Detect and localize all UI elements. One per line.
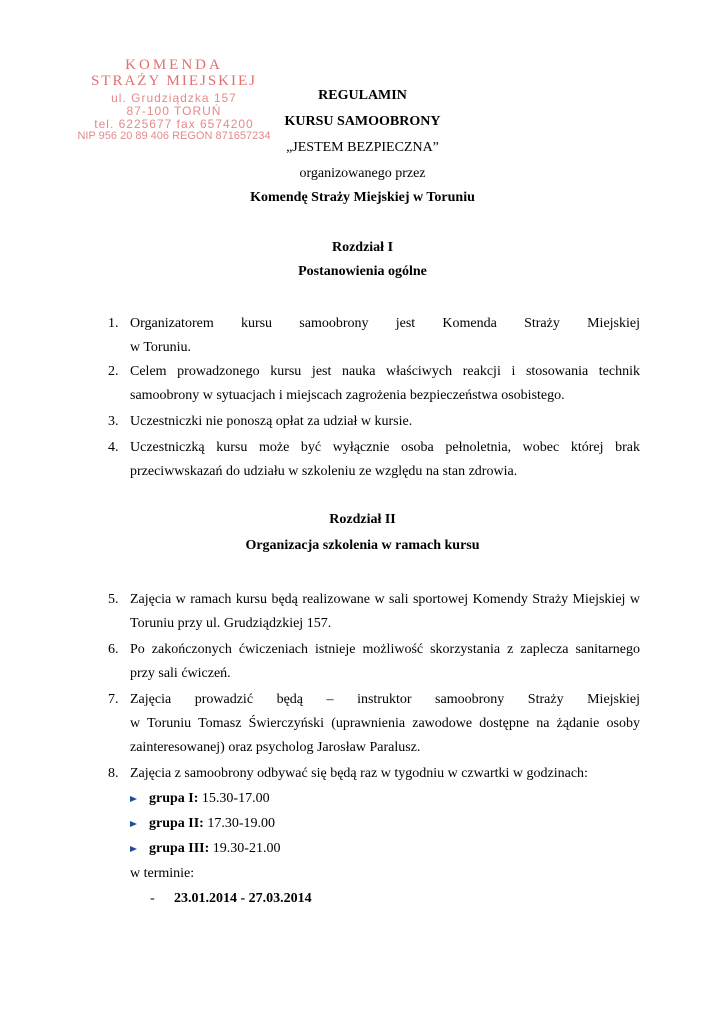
- list-item-number: 5.: [108, 592, 119, 607]
- list-item-5: [108, 588, 640, 636]
- list-item-number: 3.: [108, 414, 119, 429]
- list-item-4: [108, 436, 640, 484]
- stamp-line-4: 87-100 TORUŃ: [126, 104, 222, 118]
- list-item-number: 6.: [108, 642, 119, 657]
- term-dash: -: [150, 891, 155, 906]
- list-item-number: 2.: [108, 364, 119, 379]
- chapter-1-subheading: Postanowienia ogólne: [298, 264, 427, 279]
- list-item-text: Zajęcia z samoobrony odbywać się będą raz w tygodniu w czwartki w godzinach:: [130, 766, 588, 781]
- arrow-bullet-icon: [130, 821, 137, 827]
- term-value: 23.01.2014 - 27.03.2014: [174, 891, 312, 906]
- list-item-number: 1.: [108, 316, 119, 331]
- chapter-1-heading: Rozdział I: [331, 240, 394, 255]
- stamp-line-3: ul. Grudziądzka 157: [111, 91, 237, 105]
- group-time: 15.30-17.00: [201, 791, 270, 806]
- group-label: grupa III:: [149, 841, 210, 856]
- list-item-text-line: Organizatorem kursu samoobrony jest Komenda Straży Miejskiej: [130, 316, 640, 331]
- group-label: grupa II:: [149, 816, 204, 831]
- title-organizer: Komendę Straży Miejskiej w Toruniu: [250, 190, 475, 205]
- group-2-bullet: [130, 816, 275, 832]
- list-item-number: 7.: [108, 692, 119, 707]
- list-item-text: Po zakończonych ćwiczeniach istnieje możliwość skorzystania z zaplecza sanitarnego przy sali ćwiczeń.: [130, 642, 640, 681]
- stamp-line-5: tel. 6225677 fax 6574200: [94, 117, 254, 131]
- term-label: w terminie:: [130, 866, 195, 881]
- list-item-text-rest: w Toruniu Tomasz Świerczyński (uprawnienia zawodowe dostępne na żądanie osoby zainteresowanej) oraz psycholog Jarosław Paralusz.: [130, 716, 640, 755]
- list-item-3: [108, 410, 640, 434]
- list-item-number: 8.: [108, 766, 119, 781]
- title-regulamin: REGULAMIN: [318, 88, 407, 103]
- list-item-7: [108, 688, 640, 760]
- list-item-1: [108, 312, 640, 360]
- chapter-2-heading: Rozdział II: [329, 512, 396, 527]
- group-1-bullet: [130, 791, 270, 807]
- chapter-2-subheading: Organizacja szkolenia w ramach kursu: [245, 538, 480, 553]
- list-item-text: Celem prowadzonego kursu jest nauka właściwych reakcji i stosowania technik samoobrony w sytuacjach i miejscach zagrożenia bezpieczeństwa osobistego.: [130, 364, 640, 403]
- group-time: 17.30-19.00: [207, 816, 276, 831]
- title-organized-by: organizowanego przez: [299, 166, 426, 181]
- group-time: 19.30-21.00: [212, 841, 281, 856]
- title-slogan: „JESTEM BEZPIECZNA”: [286, 140, 439, 155]
- list-item-6: [108, 638, 640, 686]
- list-item-text: Zajęcia w ramach kursu będą realizowane w sali sportowej Komendy Straży Miejskiej w Toruniu przy ul. Grudziądzkiej 157.: [130, 592, 640, 631]
- list-item-2: [108, 360, 640, 408]
- group-label: grupa I:: [149, 791, 199, 806]
- group-3-bullet: [130, 841, 280, 857]
- list-item-8: [108, 762, 640, 786]
- arrow-bullet-icon: [130, 796, 137, 802]
- list-item-text-line: w Toruniu.: [130, 340, 191, 355]
- stamp-line-2: STRAŻY MIEJSKIEJ: [90, 73, 258, 89]
- list-item-number: 4.: [108, 440, 119, 455]
- title-course: KURSU SAMOOBRONY: [284, 114, 441, 129]
- stamp-line-6: NIP 956 20 89 406 REGON 871657234: [77, 130, 271, 142]
- list-item-text: Uczestniczką kursu może być wyłącznie osoba pełnoletnia, wobec której brak przeciwwskazań do udziału w szkoleniu ze względu na stan zdrowia.: [130, 440, 640, 479]
- stamp-line-1: KOMENDA: [125, 57, 223, 73]
- list-item-text-line: Zajęcia prowadzić będą – instruktor samoobrony Straży Miejskiej: [130, 692, 640, 707]
- list-item-text: Uczestniczki nie ponoszą opłat za udział w kursie.: [130, 414, 413, 429]
- arrow-bullet-icon: [130, 846, 137, 852]
